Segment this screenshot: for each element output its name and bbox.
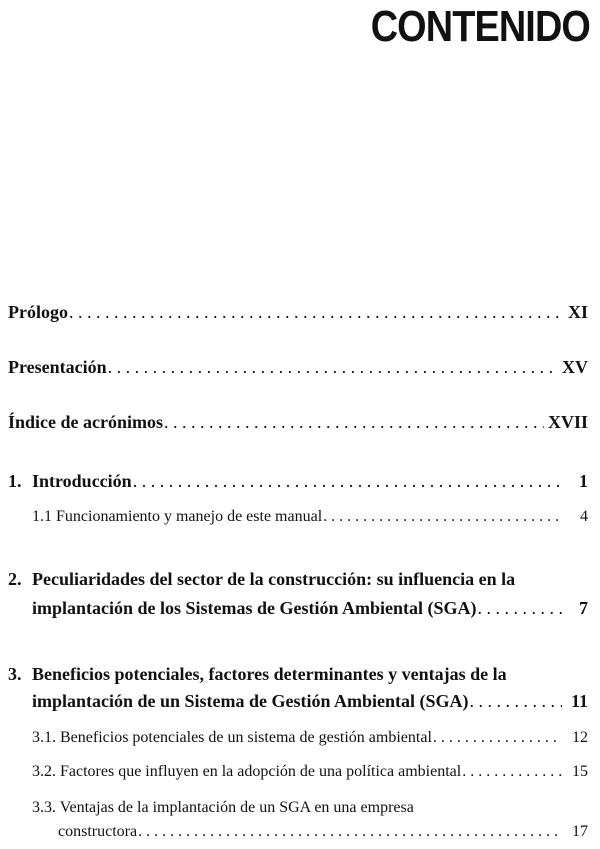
toc-entry-label: 1.1 Funcionamiento y manejo de este manual [32,508,323,525]
leader-dots [478,598,562,619]
toc-entry-label: 3.2. Factores que influyen en la adopción de una política ambiental [32,763,462,780]
page-title: CONTENIDO [370,2,590,51]
leader-dots [433,728,562,747]
toc-entry-page: 7 [579,598,588,618]
toc-entry-page: XI [567,302,588,322]
toc-entry-page: 15 [572,763,588,780]
toc-entry-label: constructora [58,823,138,840]
toc-entry-page: XVII [547,412,588,432]
toc-entry-page: XV [562,357,588,377]
toc-entry-label: implantación de un Sistema de Gestión Ambiental (SGA) [32,691,469,711]
leader-dots [470,691,562,712]
chapter-number: 2. [8,569,22,589]
toc-entry-page: 4 [580,508,588,525]
chapter-number: 3. [8,664,22,684]
toc-entry-page: 12 [572,729,588,746]
toc-entry-label-line1: Peculiaridades del sector de la construcción: su influencia en la [32,569,516,589]
leader-dots [462,762,562,781]
toc-entry-label: Índice de acrónimos [8,412,163,432]
toc-entry-label: Introducción [32,471,132,491]
leader-dots [323,507,562,526]
leader-dots [108,357,558,378]
leader-dots [69,302,562,323]
leader-dots [138,822,562,841]
leader-dots [133,471,562,492]
toc-entry-label: 3.1. Beneficios potenciales de un sistema de gestión ambiental [32,729,432,746]
toc-entry-page: 17 [572,823,588,840]
toc-entry-label: Prólogo [8,302,68,322]
toc-entry-label: implantación de los Sistemas de Gestión Ambiental (SGA) [32,598,477,618]
chapter-number: 1. [8,471,22,491]
toc-entry-page: 11 [570,691,588,711]
toc-entry-label-line1: Beneficios potenciales, factores determinantes y ventajas de la [32,664,507,684]
toc-entry-label: Presentación [8,357,107,377]
toc-entry-page: 1 [579,471,588,491]
leader-dots [164,412,544,433]
toc-entry-label-line1: 3.3. Ventajas de la implantación de un SGA en una empresa [32,799,414,816]
